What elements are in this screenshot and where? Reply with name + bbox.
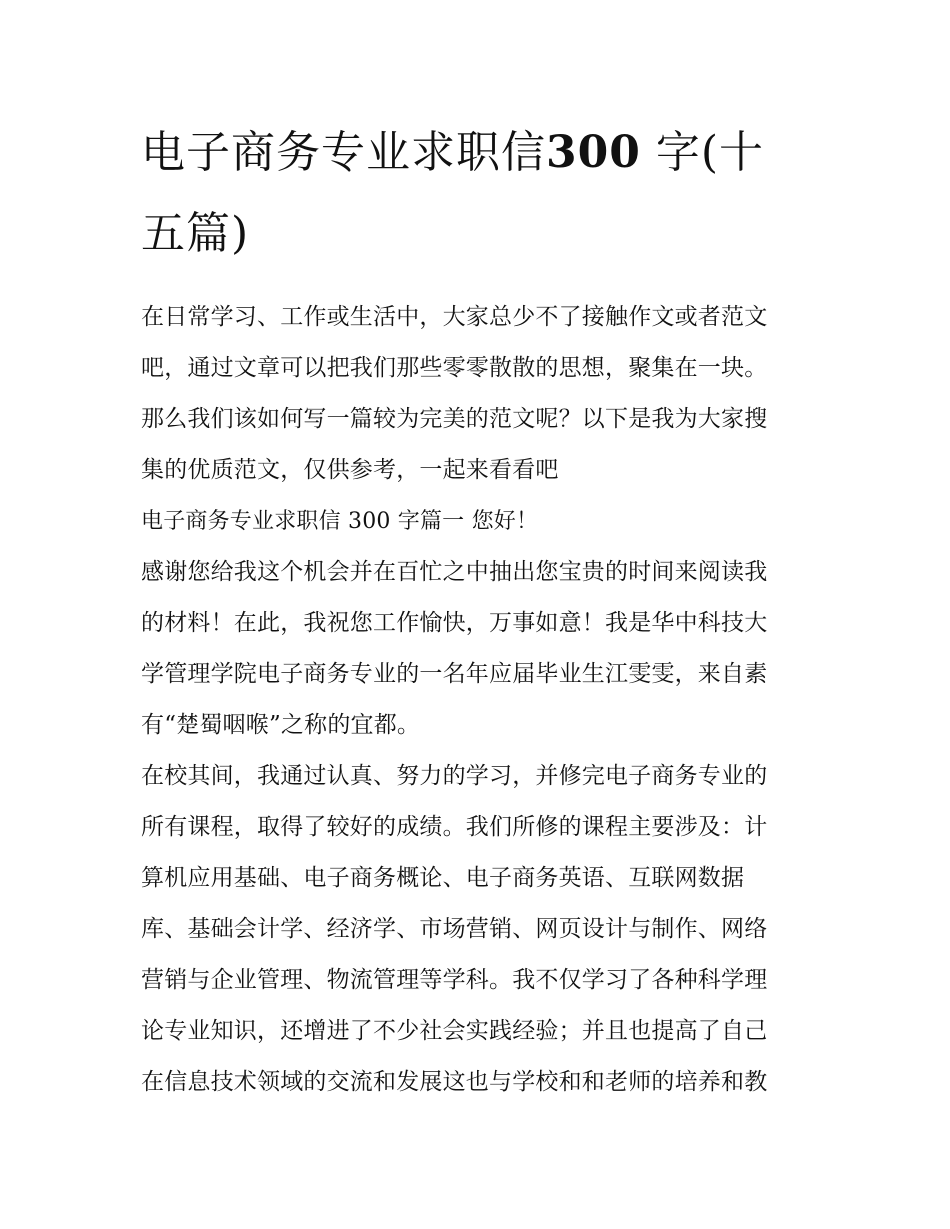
- body-line: 论专业知识，还增进了不少社会实践经验；并且也提高了自己: [141, 1018, 768, 1044]
- title-line-1-number: 300: [546, 127, 641, 178]
- body-line: 集的优质范文，仅供参考，一起来看看吧: [141, 457, 559, 483]
- body-line: 学管理学院电子商务专业的一名年应届毕业生江雯雯，来自素: [141, 661, 768, 687]
- document-body: [141, 292, 816, 1108]
- title-line-1: [141, 112, 816, 193]
- title-line-2-text: 五篇): [141, 208, 250, 259]
- body-line: 在信息技术领域的交流和发展这也与学校和和老师的培养和教: [141, 1069, 768, 1095]
- title-line-2: [141, 193, 816, 274]
- title-line-1-suffix: 字(十: [640, 127, 765, 178]
- body-line: 吧，通过文章可以把我们那些零零散散的思想，聚集在一块。: [141, 355, 768, 381]
- body-line: 那么我们该如何写一篇较为完美的范文呢？以下是我为大家搜: [141, 406, 768, 432]
- body-line: 有“楚蜀咽喉”之称的宜都。: [141, 712, 421, 738]
- title-line-1-text: 电子商务专业求职信: [141, 127, 546, 178]
- body-line: 在日常学习、工作或生活中，大家总少不了接触作文或者范文: [141, 304, 768, 330]
- body-line: 营销与企业管理、物流管理等学科。我不仅学习了各种科学理: [141, 967, 768, 993]
- body-line: 在校其间，我通过认真、努力的学习，并修完电子商务专业的: [141, 763, 768, 789]
- body-line: 库、基础会计学、经济学、市场营销、网页设计与制作、网络: [141, 916, 768, 942]
- body-line: 所有课程，取得了较好的成绩。我们所修的课程主要涉及：计: [141, 814, 768, 840]
- body-line: 的材料！在此，我祝您工作愉快，万事如意！我是华中科技大: [141, 610, 768, 636]
- body-line: 算机应用基础、电子商务概论、电子商务英语、互联网数据: [141, 865, 745, 891]
- document-title: [141, 112, 816, 274]
- body-line: 感谢您给我这个机会并在百忙之中抽出您宝贵的时间来阅读我: [141, 559, 768, 585]
- section-heading-line: 电子商务专业求职信 300 字篇一 您好！: [141, 509, 539, 534]
- document-content: [141, 112, 816, 1108]
